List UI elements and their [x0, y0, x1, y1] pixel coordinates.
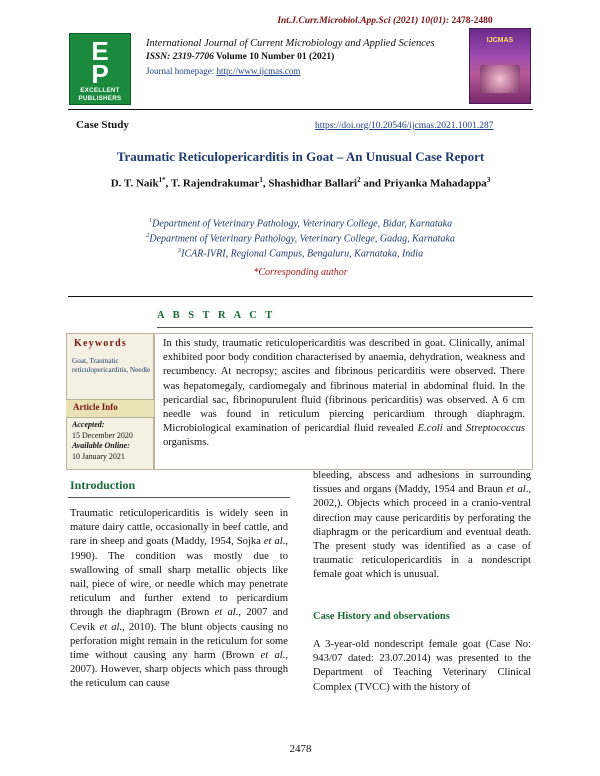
online-label: Available Online:: [72, 441, 130, 450]
abstract-text: In this study, traumatic reticulopericarditis was described in goat. Clinically, animal exhibited poor body condition characterised by anaemia, dehydration, weakness and recumbency. At necropsy; ascites and fibrinous pericarditis were observed. There was hepatomegaly, cardiomegaly and fibrinous material in abdominal fluid. In the pericardial sac, fibrinopurulent fluid (fibrinous pericarditis) was observed. A 6 cm needle was found in reticulum piercing pericardium through diaphragm. Microbiological examination of pericardial fluid revealed E.coli and Streptococcus organisms.: [163, 338, 525, 449]
article-dates: [72, 420, 133, 462]
publisher-logo: [69, 33, 131, 105]
online-date: 10 January 2021: [72, 451, 125, 461]
affiliation-1: $^1$Department of Veterinary Pathology, Veterinary College, Bidar, Karnataka: [148, 217, 453, 230]
right-column-paragraph: bleeding, abscess and adhesions in surrounding tissues and organs (Maddy, 1954 and Braun et al., 2002,). Objects which proceed in a cranio-ventral direction may cause pericarditis by perforating the diaphragm or the pericardium and eventual death. The present study was identified as a case of traumatic reticulopericarditis in a nondescript female goat which is unusual.: [313, 470, 531, 581]
author-name: Shashidhar Ballari: [268, 177, 358, 190]
introduction-rule: [68, 497, 290, 498]
introduction-heading: Introduction: [70, 478, 136, 492]
page-number: 2478: [289, 743, 312, 755]
article-title: Traumatic Reticulopericarditis in Goat – An Unusual Case Report: [116, 149, 485, 164]
cover-art: [480, 65, 520, 93]
keywords-list: Goat, Traumatic reticulopericarditis, Needle: [72, 357, 151, 375]
running-citation: Int.J.Curr.Microbiol.App.Sci (2021) 10(01): 2478-2480: [277, 16, 493, 26]
journal-issn: ISSN: 2319-7706 Volume 10 Number 01 (2021): [146, 52, 335, 62]
meta-divider: [68, 296, 533, 297]
author-name: Priyanka Mahadappa: [383, 177, 487, 190]
affiliation-3: $^3$ICAR-IVRI, Regional Campus, Bengaluru, Karnataka, India: [177, 247, 424, 260]
author-list: D. T. Naik$^{1*}$, T. Rajendrakumar$^1$, Shashidhar Ballari$^2$ and Priyanka Mahadappa$^3$: [110, 176, 491, 190]
abstract-heading: A B S T R A C T: [157, 310, 276, 321]
doi-link[interactable]: https://doi.org/10.20546/ijcmas.2021.1001.287: [315, 121, 494, 131]
article-info-title: Article Info: [73, 402, 118, 412]
author-name: D. T. Naik: [110, 177, 159, 190]
introduction-paragraph: Traumatic reticulopericarditis is widely seen in mature dairy cattle, occasionally in beef cattle, and rare in sheep and goats (Maddy, 1954, Sojka et al., 1990). The condition was mostly due to swallowing of small sharp metallic objects like nail, piece of wire, or needle which may penetrate reticulum and further extend to pericardium through the diaphragm (Brown et al., 2007 and Cevik et al., 2010). The blunt objects causing no perforation might remain in the reticulum for some time without causing any harm (Brown et al., 2007). However, sharp objects which pass through the reticulum can cause: [70, 508, 289, 690]
header-divider: [68, 109, 533, 110]
affiliation-2: $^2$Department of Veterinary Pathology, Veterinary College, Gadag, Karnataka: [146, 232, 455, 245]
accepted-label: Accepted:: [72, 420, 105, 429]
accepted-date: 15 December 2020: [72, 430, 133, 440]
case-history-paragraph: A 3-year-old nondescript female goat (Case No: 943/07 dated: 23.07.2014) was presented to the Department of Teaching Veterinary Clinical Complex (TVCC) with the history of: [313, 639, 531, 693]
keywords-title: Keywords: [74, 338, 127, 349]
case-history-heading: Case History and observations: [313, 611, 450, 622]
logo-letter-p: P: [91, 59, 109, 89]
corresponding-author: *Corresponding author: [253, 267, 348, 278]
author-name: T. Rajendrakumar: [170, 177, 260, 190]
logo-text-excellent: EXCELLENT: [80, 87, 120, 94]
journal-title: International Journal of Current Microbiology and Applied Sciences: [146, 38, 435, 49]
journal-homepage: Journal homepage: http://www.ijcmas.com: [146, 66, 301, 76]
homepage-link[interactable]: http://www.ijcmas.com: [216, 66, 301, 76]
logo-text-publishers: PUBLISHERS: [78, 95, 122, 102]
article-type: Case Study: [76, 119, 129, 131]
logo-letter-e: E: [91, 36, 109, 66]
cover-title: IJCMAS: [486, 37, 514, 44]
journal-cover-image: [469, 28, 531, 104]
abstract-rule: [157, 327, 533, 328]
